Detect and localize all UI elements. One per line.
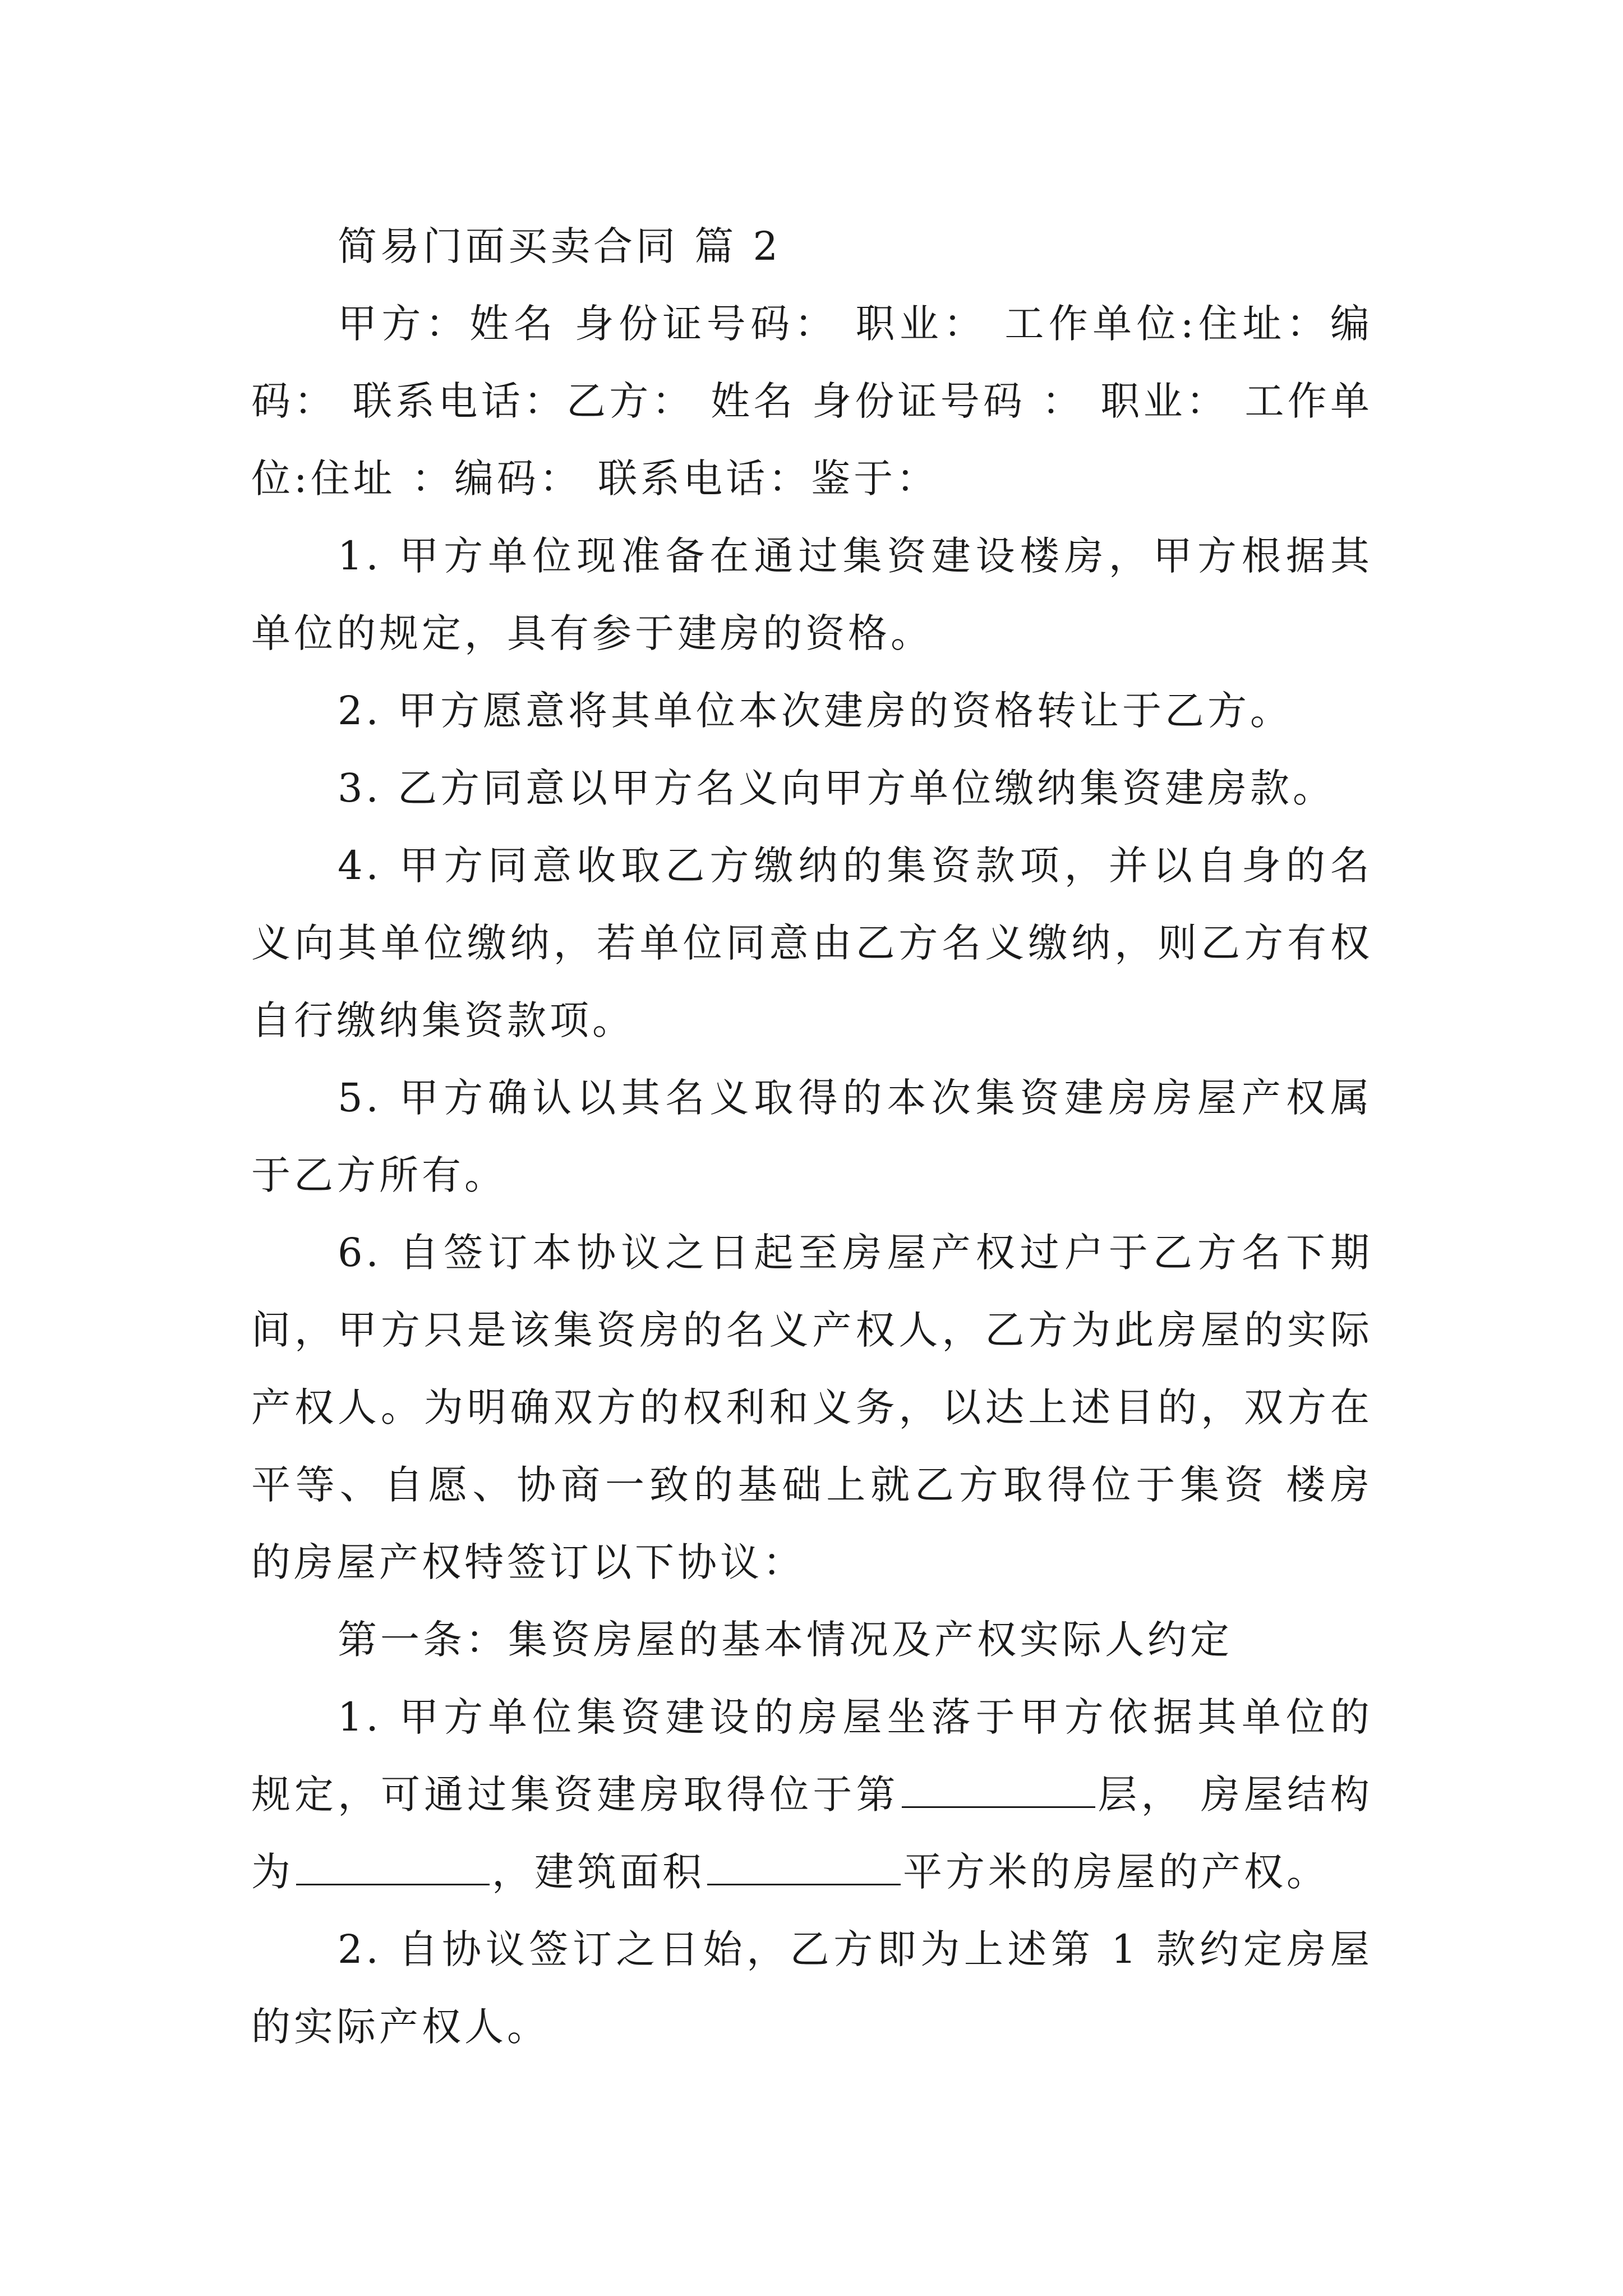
- clause-1-text-c: ，建筑面积: [492, 1849, 705, 1895]
- recital-item-5: 5. 甲方确认以其名义取得的本次集资建房房屋产权属于乙方所有。: [251, 1075, 1373, 1198]
- clause-1-text-b: 层， 房屋结构为: [251, 1772, 1373, 1895]
- floor-blank: [902, 1767, 1095, 1808]
- article-1-heading: 第一条：集资房屋的基本情况及产权实际人约定: [338, 1617, 1233, 1663]
- recital-item-2: 2. 甲方愿意将其单位本次建房的资格转让于乙方。: [338, 688, 1293, 734]
- structure-blank: [296, 1844, 490, 1885]
- article-1-clause-1: [251, 1678, 1373, 1911]
- area-blank: [707, 1844, 901, 1885]
- article-1-clause-2: 2. 自协议签订之日始，乙方即为上述第 1 款约定房屋的实际产权人。: [251, 1926, 1373, 2050]
- recital-item-1: 1. 甲方单位现准备在通过集资建设楼房，甲方根据其单位的规定，具有参于建房的资格。: [251, 533, 1373, 656]
- document-page: [251, 208, 1373, 2065]
- clause-1-text-d: 平方米的房屋的产权。: [903, 1849, 1329, 1895]
- recital-item-3: 3. 乙方同意以甲方名义向甲方单位缴纳集资建房款。: [338, 765, 1336, 811]
- recital-item-4: 4. 甲方同意收取乙方缴纳的集资款项，并以自身的名义向其单位缴纳，若单位同意由乙方名义缴纳，则乙方有权自行缴纳集资款项。: [251, 843, 1373, 1043]
- recital-item-6: 6. 自签订本协议之日起至房屋产权过户于乙方名下期间，甲方只是该集资房的名义产权人，乙方为此房屋的实际产权人。为明确双方的权利和义务，以达上述目的，双方在平等、自愿、协商一致的基础上就乙方取得位于集资 楼房的房屋产权特签订以下协议：: [251, 1230, 1373, 1585]
- parties-info: 甲方：姓名 身份证号码： 职业： 工作单位:住址：编码： 联系电话：乙方： 姓名 身份证号码 ： 职业： 工作单位:住址 ：编码： 联系电话：鉴于：: [251, 301, 1373, 501]
- document-title: 简易门面买卖合同 篇 2: [338, 223, 782, 269]
- clause-1-text-a: 1. 甲方单位集资建设的房屋坐落于甲方依据其单位的规定，可通过集资建房取得位于第: [251, 1694, 1373, 1818]
